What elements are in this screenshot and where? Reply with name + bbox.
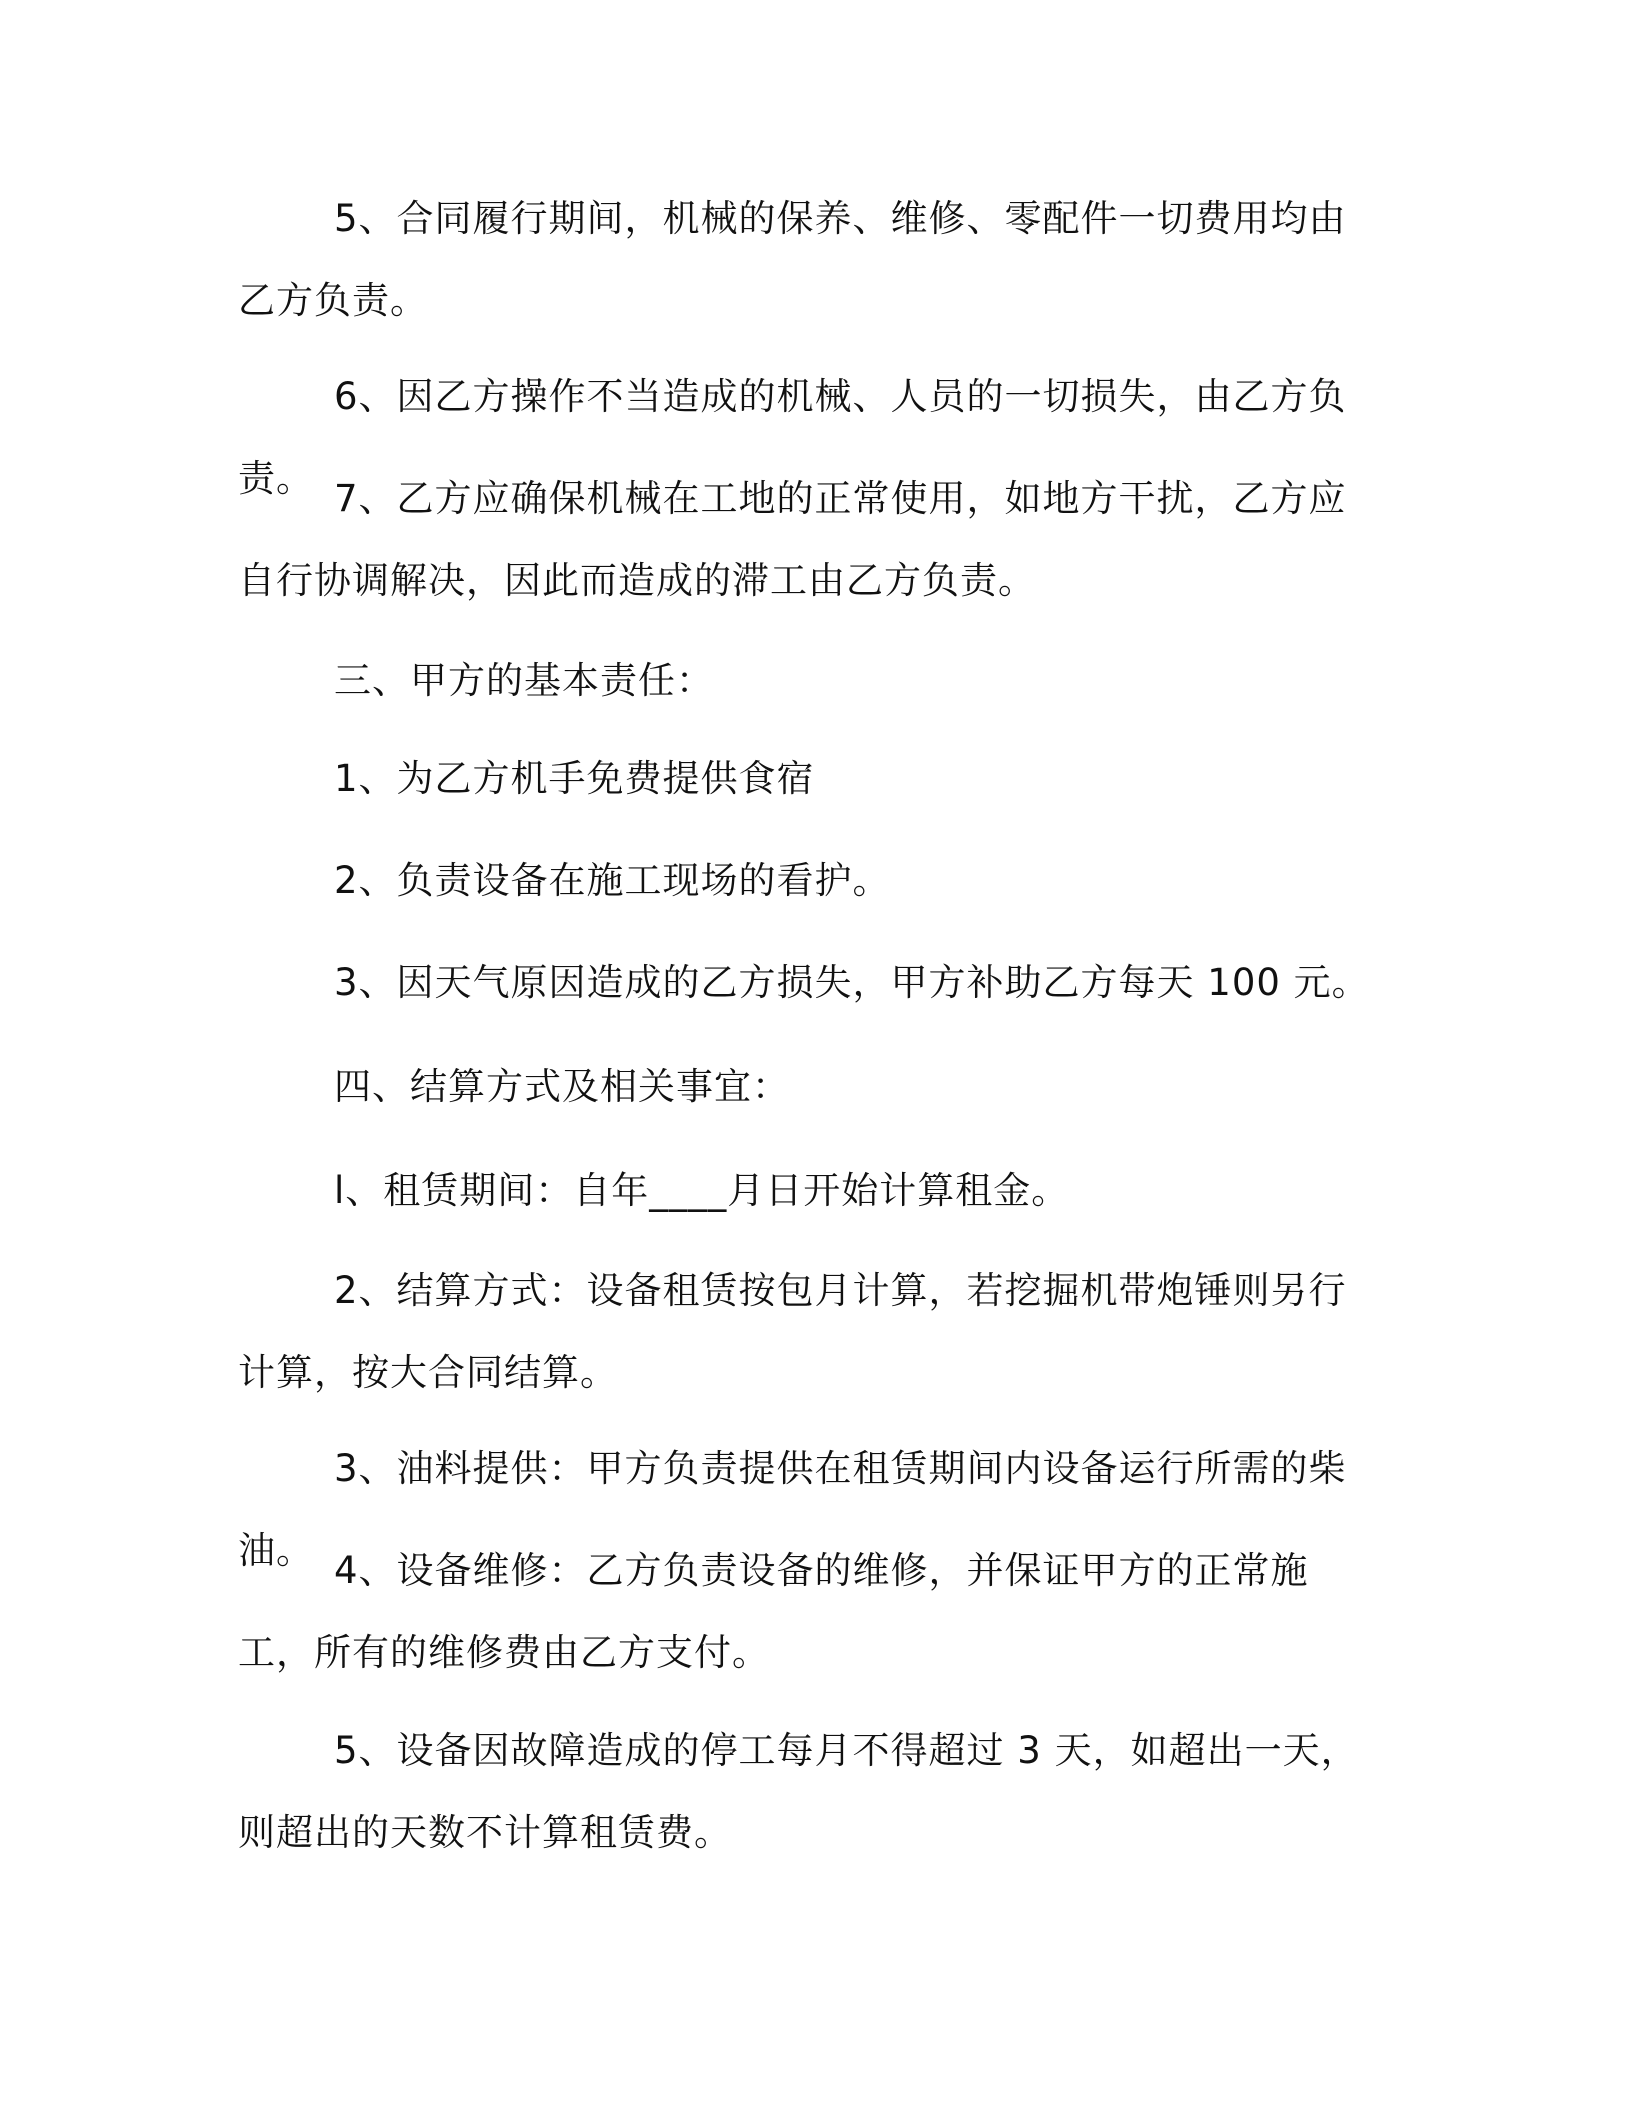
- clause-2-5: 5、合同履行期间，机械的保养、维修、零配件一切费用均由乙方负责。: [238, 197, 1347, 322]
- clause-4-3: 3、油料提供：甲方负责提供在租赁期间内设备运行所需的柴油。: [238, 1447, 1347, 1572]
- section-heading-4: 四、结算方式及相关事宜：: [334, 1065, 790, 1108]
- clause-4-5: 5、设备因故障造成的停工每月不得超过 3 天，如超出一天，则超出的天数不计算租赁费。: [238, 1729, 1359, 1854]
- clause-4-1: l、租赁期间：自年____月日开始计算租金。: [334, 1169, 1070, 1212]
- clause-2-7: 7、乙方应确保机械在工地的正常使用，如地方干扰，乙方应自行协调解决，因此而造成的滞工由乙方负责。: [238, 477, 1347, 602]
- clause-3-2: 2、负责设备在施工现场的看护。: [334, 859, 891, 902]
- clause-3-3: 3、因天气原因造成的乙方损失，甲方补助乙方每天 100 元。: [334, 961, 1370, 1004]
- clause-4-2: 2、结算方式：设备租赁按包月计算，若挖掘机带炮锤则另行计算，按大合同结算。: [238, 1269, 1347, 1394]
- clause-3-1: 1、为乙方机手免费提供食宿: [334, 757, 815, 800]
- clause-2-6: 6、因乙方操作不当造成的机械、人员的一切损失，由乙方负责。: [238, 375, 1347, 500]
- section-heading-3: 三、甲方的基本责任：: [334, 659, 714, 702]
- clause-4-4: 4、设备维修：乙方负责设备的维修，并保证甲方的正常施工，所有的维修费由乙方支付。: [238, 1549, 1309, 1674]
